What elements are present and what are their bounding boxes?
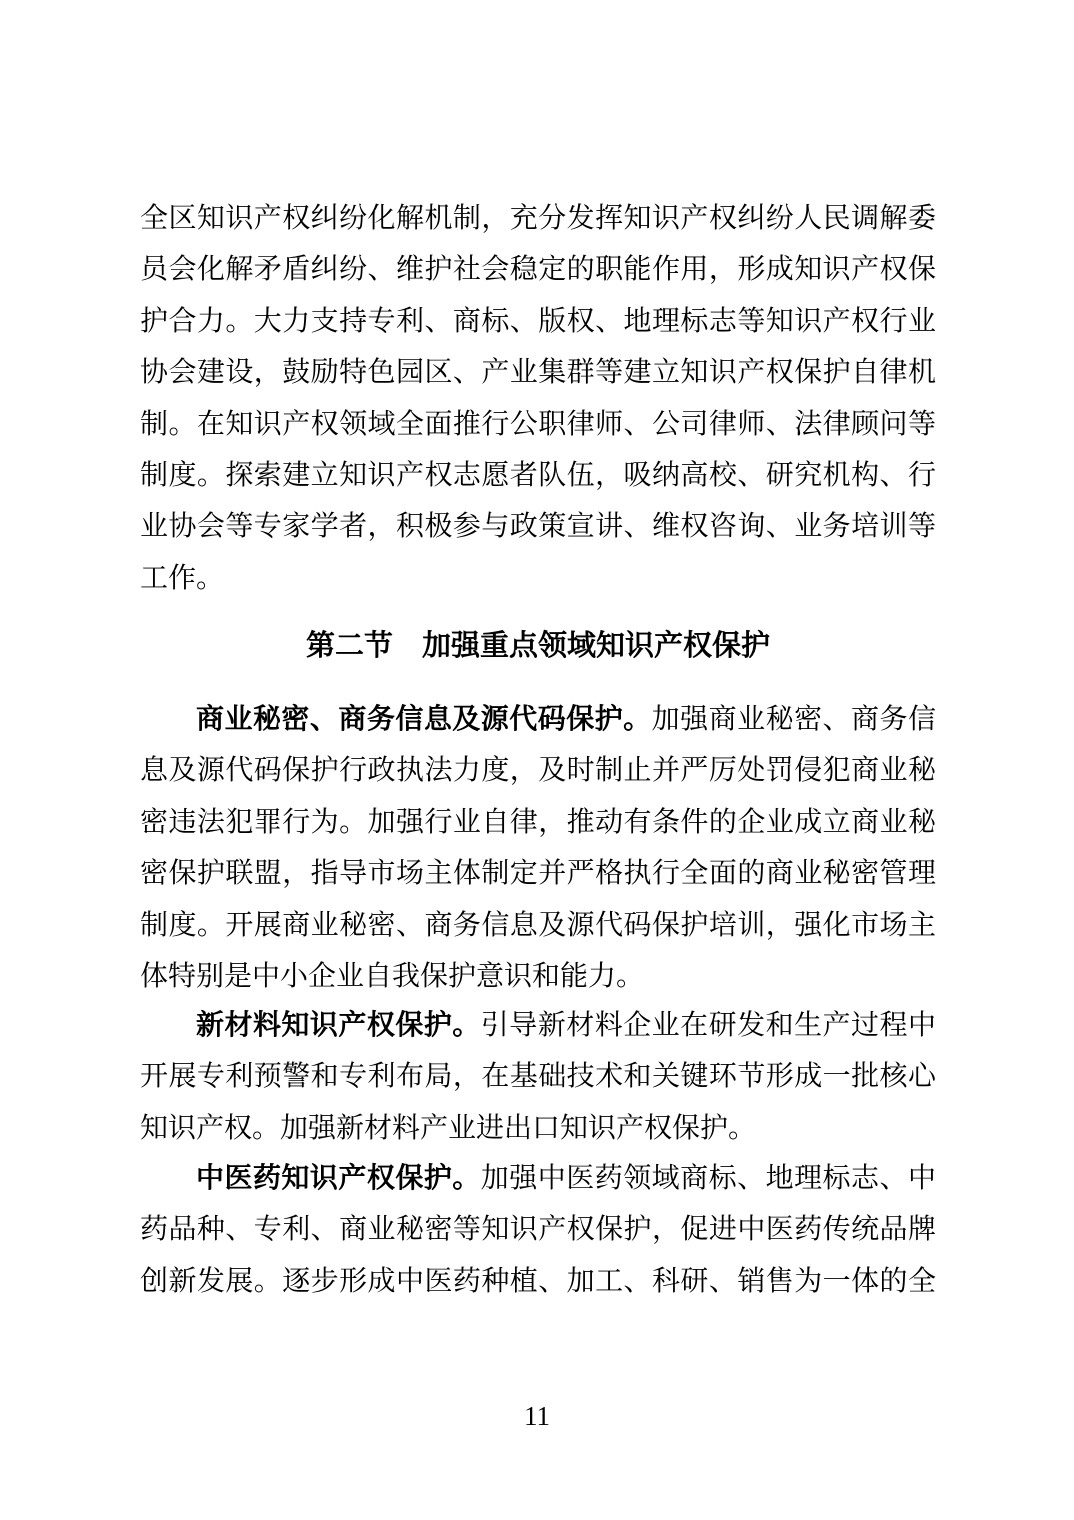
paragraph-1 — [140, 193, 936, 604]
text-line: 体特别是中小企业自我保护意识和能力。 — [140, 960, 645, 992]
text-line: 全区知识产权纠纷化解机制，充分发挥知识产权纠纷人民调解委 — [140, 203, 936, 234]
text-line: 员会化解矛盾纠纷、维护社会稳定的职能作用，形成知识产权保 — [140, 254, 936, 286]
section-heading: 第二节 加强重点领域知识产权保护 — [305, 630, 770, 662]
text-line: 知识产权。加强新材料产业进出口知识产权保护。 — [140, 1112, 757, 1144]
text-line: 创新发展。逐步形成中医药种植、加工、科研、销售为一体的全 — [140, 1265, 936, 1297]
text-line — [140, 694, 936, 745]
paragraph-text: 加强商业秘密、商务信 — [651, 704, 936, 735]
text-line: 药品种、专利、商业秘密等知识产权保护，促进中医药传统品牌 — [140, 1214, 936, 1246]
text-line — [140, 1153, 936, 1204]
text-line: 密违法犯罪行为。加强行业自律，推动有条件的企业成立商业秘 — [140, 806, 936, 838]
paragraph-3 — [140, 1000, 936, 1154]
paragraph-2 — [140, 694, 936, 1002]
text-line: 制度。探索建立知识产权志愿者队伍，吸纳高校、研究机构、行 — [140, 459, 936, 491]
text-line: 制。在知识产权领域全面推行公职律师、公司律师、法律顾问等 — [140, 408, 936, 440]
paragraph-lead-bold: 新材料知识产权保护。 — [196, 1010, 481, 1041]
text-line: 业协会等专家学者，积极参与政策宣讲、维权咨询、业务培训等 — [140, 511, 936, 543]
paragraph-text: 引导新材料企业在研发和生产过程中 — [480, 1010, 936, 1041]
text-line — [140, 1000, 936, 1051]
text-line: 协会建设，鼓励特色园区、产业集群等建立知识产权保护自律机 — [140, 357, 936, 389]
paragraph-lead-bold: 商业秘密、商务信息及源代码保护。 — [196, 704, 652, 735]
paragraph-4 — [140, 1153, 936, 1307]
text-line: 息及源代码保护行政执法力度，及时制止并严厉处罚侵犯商业秘 — [140, 755, 936, 787]
text-line: 工作。 — [140, 562, 225, 594]
paragraph-lead-bold: 中医药知识产权保护。 — [196, 1163, 481, 1194]
text-line: 开展专利预警和专利布局，在基础技术和关键环节形成一批核心 — [140, 1061, 936, 1093]
page-number: 11 — [524, 1401, 550, 1431]
text-line: 护合力。大力支持专利、商标、版权、地理标志等知识产权行业 — [140, 305, 936, 337]
paragraph-text: 加强中医药领域商标、地理标志、中 — [480, 1163, 936, 1194]
text-line: 密保护联盟，指导市场主体制定并严格执行全面的商业秘密管理 — [140, 858, 936, 890]
text-line: 制度。开展商业秘密、商务信息及源代码保护培训，强化市场主 — [140, 909, 936, 941]
